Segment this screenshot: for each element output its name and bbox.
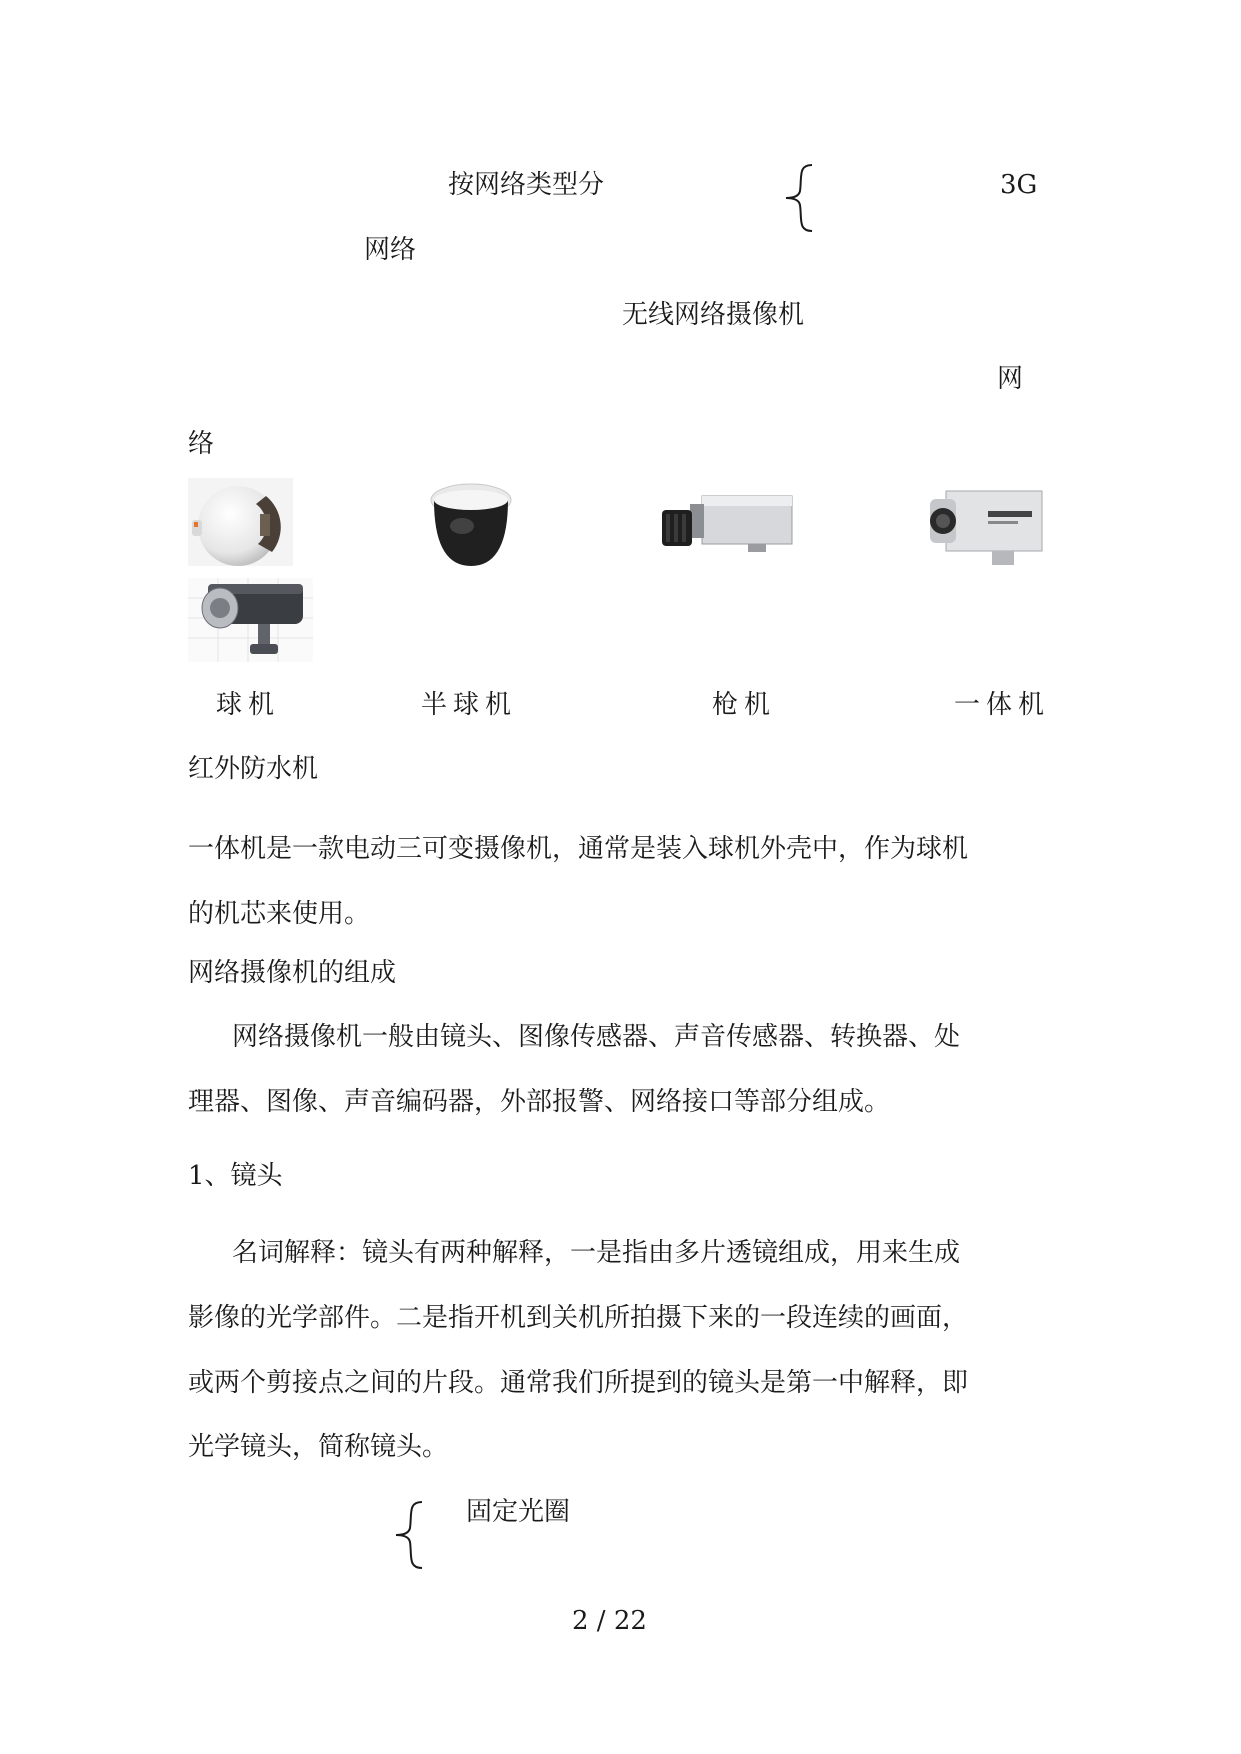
camera-label-ball: 球机 xyxy=(216,690,281,720)
integrated-desc-line-2: 的机芯来使用。 xyxy=(188,899,371,929)
dome-camera-icon xyxy=(428,478,514,570)
classification-label: 按网络类型分 xyxy=(448,170,605,200)
option-network-fragment-a: 网 xyxy=(997,364,1024,394)
wireless-camera-label: 无线网络摄像机 xyxy=(622,300,805,330)
camera-label-integrated: 一体机 xyxy=(954,690,1051,720)
composition-line-2: 理器、图像、声音编码器，外部报警、网络接口等部分组成。 xyxy=(188,1087,891,1117)
integrated-desc-line-1: 一体机是一款电动三可变摄像机，通常是装入球机外壳中，作为球机 xyxy=(188,834,969,864)
option-network-fragment: 网络 xyxy=(364,235,417,265)
box-camera-icon xyxy=(660,490,795,565)
lens-line-1: 名词解释：镜头有两种解释，一是指由多片透镜组成，用来生成 xyxy=(232,1238,961,1268)
page-number: 2 / 22 xyxy=(572,1606,647,1636)
integrated-camera-icon xyxy=(928,485,1046,569)
lens-line-2: 影像的光学部件。二是指开机到关机所拍摄下来的一段连续的画面， xyxy=(188,1303,969,1333)
option-3g: 3G xyxy=(1000,170,1038,200)
ball-camera-icon xyxy=(188,478,293,566)
camera-label-half-ball: 半球机 xyxy=(421,690,518,720)
curly-brace-icon xyxy=(390,1500,430,1570)
fixed-aperture-label: 固定光圈 xyxy=(466,1497,571,1527)
infrared-waterproof-camera-icon xyxy=(188,578,313,662)
camera-label-infrared: 红外防水机 xyxy=(188,754,319,784)
lens-line-3: 或两个剪接点之间的片段。通常我们所提到的镜头是第一中解释，即 xyxy=(188,1368,969,1398)
lens-line-4: 光学镜头，简称镜头。 xyxy=(188,1432,449,1462)
lens-heading: 1、镜头 xyxy=(188,1161,283,1191)
composition-line-1: 网络摄像机一般由镜头、图像传感器、声音传感器、转换器、处 xyxy=(232,1022,961,1052)
camera-label-gun: 枪机 xyxy=(712,690,777,720)
option-network-fragment-b: 络 xyxy=(188,429,215,459)
composition-heading: 网络摄像机的组成 xyxy=(188,958,397,988)
curly-brace-icon xyxy=(780,163,820,233)
